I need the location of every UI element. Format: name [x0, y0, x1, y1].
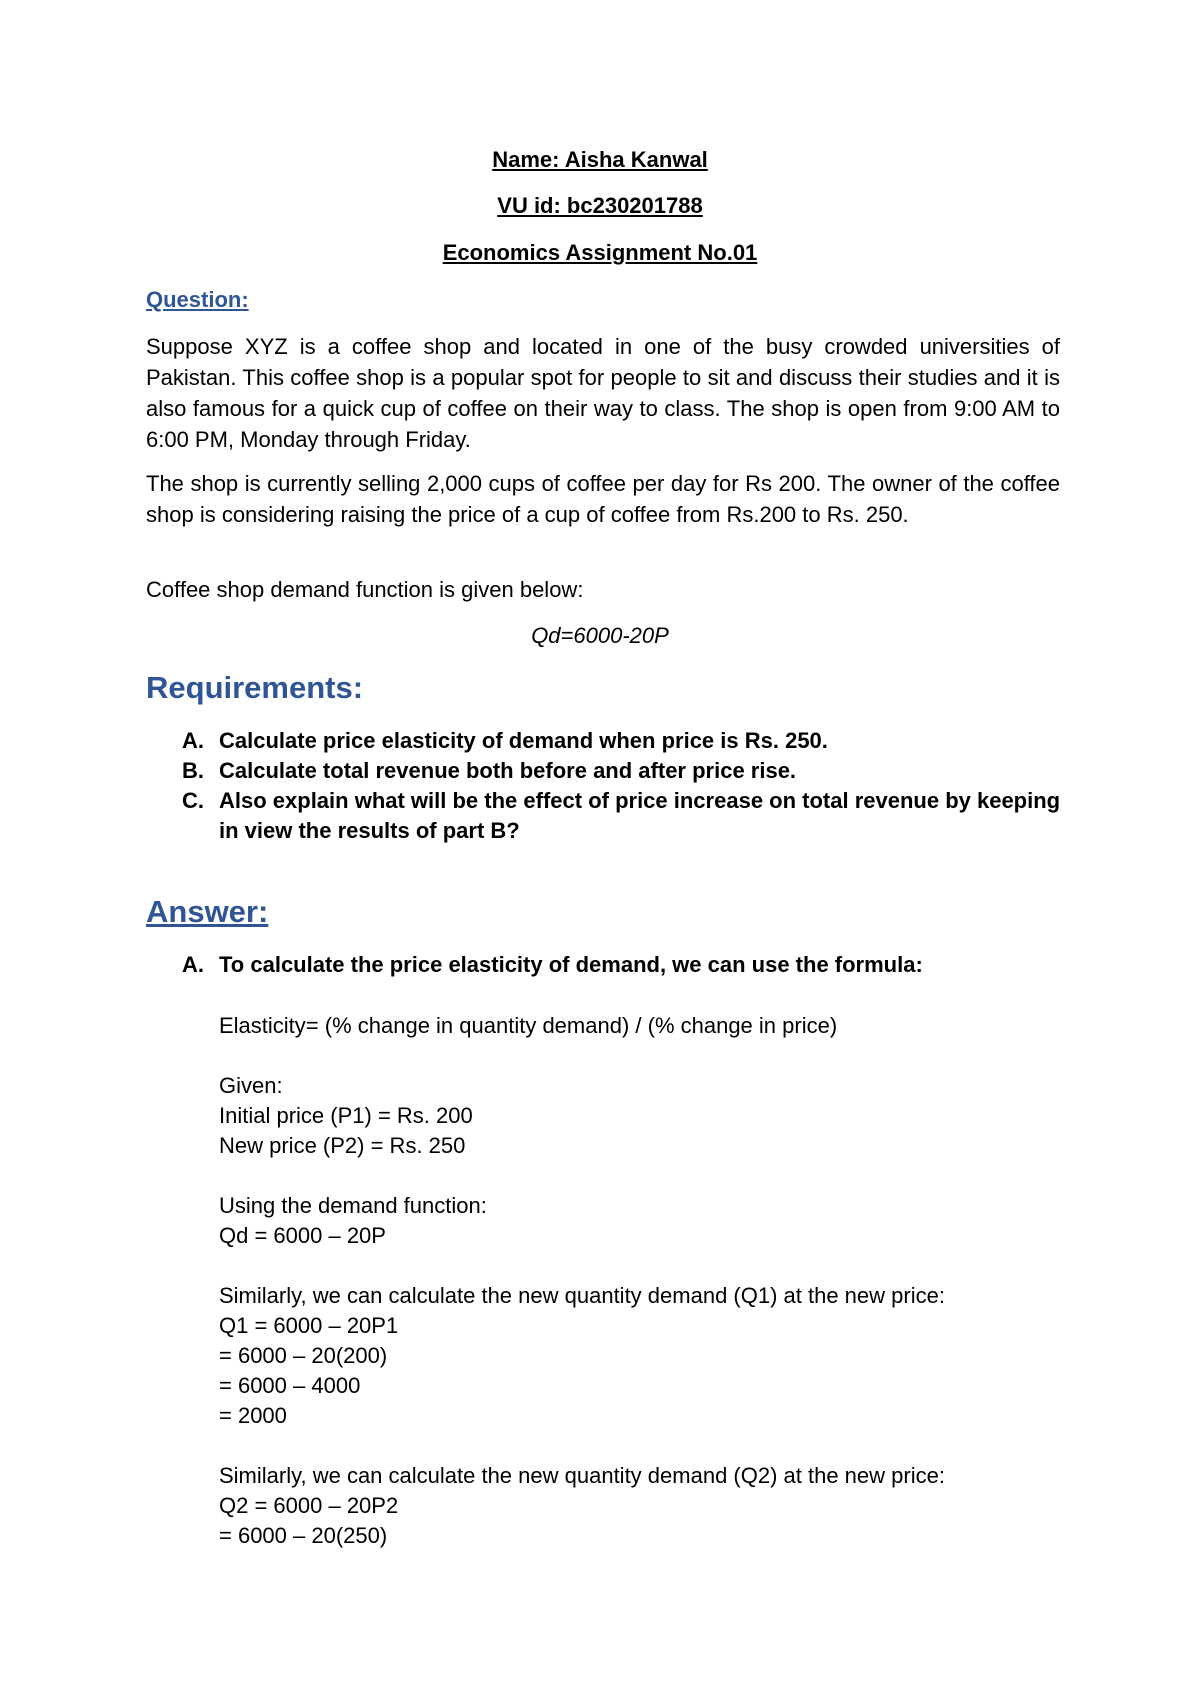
- question-paragraph-1: Suppose XYZ is a coffee shop and located in one of the busy crowded universities of Pakistan. This coffee shop is a popular spot for people to sit and discuss their studies and it is also famous for a quick cup of coffee on their way to class. The shop is open from 9:00 AM to 6:00 PM, Monday through Friday.: [146, 334, 1060, 452]
- answer-part-a-letter: A.: [182, 952, 204, 977]
- student-name: Name: Aisha Kanwal: [492, 147, 708, 172]
- question-label: Question:: [146, 287, 249, 312]
- given-label: Given:: [219, 1073, 283, 1098]
- requirements-heading: Requirements:: [146, 670, 364, 705]
- initial-price: Initial price (P1) = Rs. 200: [219, 1103, 473, 1128]
- new-price: New price (P2) = Rs. 250: [219, 1133, 466, 1158]
- q2-line: = 6000 – 20(250): [219, 1523, 388, 1548]
- using-demand-label: Using the demand function:: [219, 1193, 487, 1218]
- question-paragraph-3: Coffee shop demand function is given below:: [146, 577, 584, 602]
- requirement-item-b: [146, 756, 1062, 786]
- q2-line: Q2 = 6000 – 20P2: [219, 1493, 399, 1518]
- answer-part-a-body: [219, 1011, 945, 1551]
- demand-formula: Qd=6000-20P: [531, 623, 669, 648]
- requirement-letter: B.: [182, 758, 204, 783]
- assignment-title: Economics Assignment No.01: [442, 240, 758, 265]
- elasticity-formula: Elasticity= (% change in quantity demand) / (% change in price): [219, 1013, 838, 1038]
- demand-function: Qd = 6000 – 20P: [219, 1223, 386, 1248]
- requirement-text: Also explain what will be the effect of price increase on total revenue by keeping in view the results of part B?: [219, 788, 1061, 843]
- answer-part-a-title: To calculate the price elasticity of demand, we can use the formula:: [219, 952, 923, 977]
- requirement-letter: C.: [182, 788, 204, 813]
- vu-id: VU id: bc230201788: [497, 193, 703, 218]
- spacer: [219, 1041, 945, 1071]
- requirement-text: Calculate price elasticity of demand when price is Rs. 250.: [219, 728, 828, 753]
- answer-heading: Answer:: [146, 894, 269, 929]
- q1-line: = 2000: [219, 1403, 287, 1428]
- q1-intro: Similarly, we can calculate the new quantity demand (Q1) at the new price:: [219, 1283, 945, 1308]
- requirement-letter: A.: [182, 728, 204, 753]
- q1-line: = 6000 – 4000: [219, 1373, 361, 1398]
- question-paragraph-2: The shop is currently selling 2,000 cups of coffee per day for Rs 200. The owner of the coffee shop is considering raising the price of a cup of coffee from Rs.200 to Rs. 250.: [146, 471, 1060, 527]
- spacer: [219, 1161, 945, 1191]
- spacer: [219, 1251, 945, 1281]
- requirement-item-c: [146, 786, 1062, 846]
- q1-line: = 6000 – 20(200): [219, 1343, 388, 1368]
- requirement-item-a: [146, 726, 1062, 756]
- spacer: [219, 1431, 945, 1461]
- q2-intro: Similarly, we can calculate the new quantity demand (Q2) at the new price:: [219, 1463, 945, 1488]
- requirements-list: [146, 726, 1062, 846]
- q1-line: Q1 = 6000 – 20P1: [219, 1313, 399, 1338]
- requirement-text: Calculate total revenue both before and after price rise.: [219, 758, 797, 783]
